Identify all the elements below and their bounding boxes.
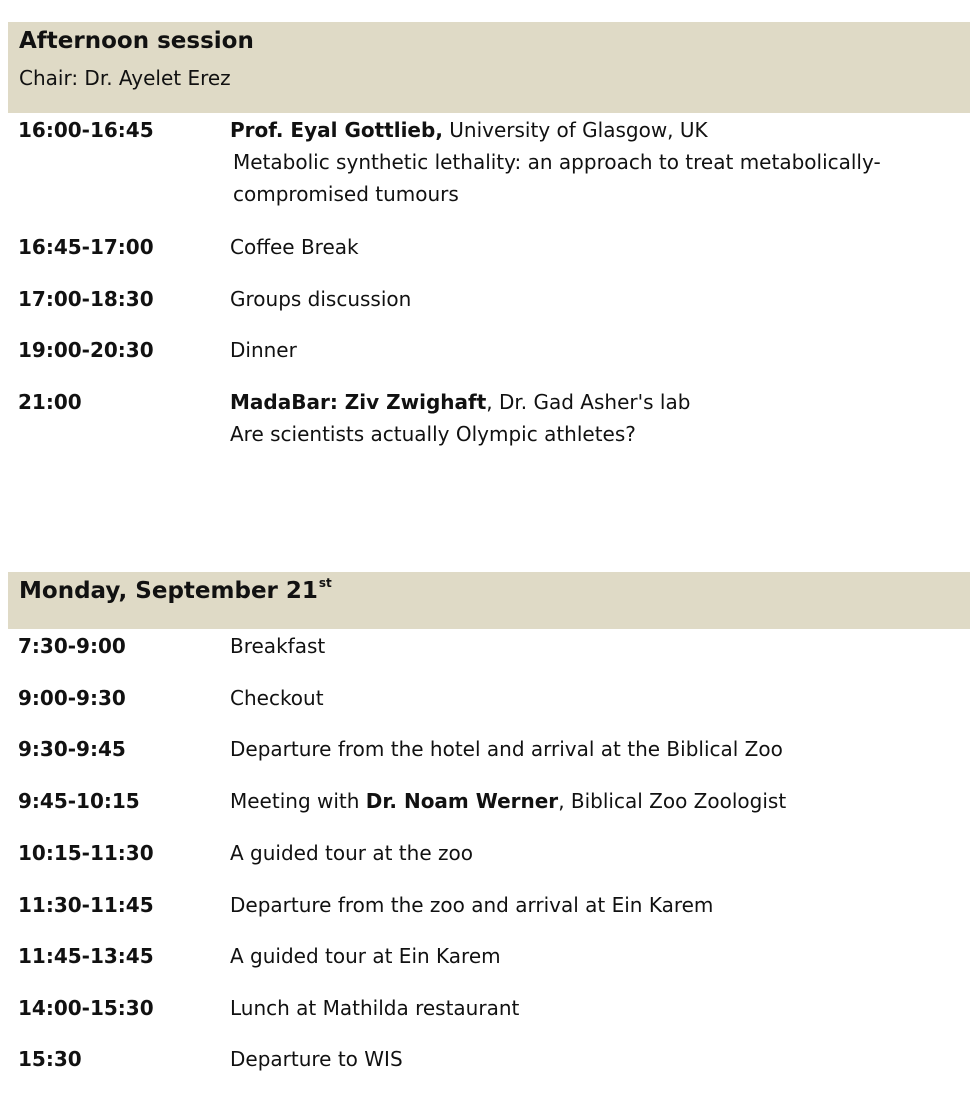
speaker-name: Prof. Eyal Gottlieb,	[230, 118, 443, 142]
day-title-text: Monday, September 21	[19, 578, 318, 604]
row-description: Departure to WIS	[230, 1047, 403, 1071]
row-time: 9:45-10:15	[18, 789, 140, 813]
row-description	[230, 114, 970, 210]
desc-text: Meeting with	[230, 789, 366, 813]
row-description: Dinner	[230, 338, 297, 362]
row-time: 21:00	[18, 390, 82, 414]
talk-title-line-1: Are scientists actually Olympic athletes?	[230, 422, 636, 446]
speaker-name: MadaBar: Ziv Zwighaft	[230, 390, 487, 414]
row-time: 9:00-9:30	[18, 686, 126, 710]
speaker-affiliation: , Dr. Gad Asher's lab	[486, 390, 691, 414]
session-title: Afternoon session	[19, 28, 254, 54]
desc-text: , Biblical Zoo Zoologist	[558, 789, 787, 813]
row-time: 10:15-11:30	[18, 841, 154, 865]
row-time: 19:00-20:30	[18, 338, 154, 362]
row-description: Departure from the hotel and arrival at the Biblical Zoo	[230, 737, 783, 761]
row-time: 7:30-9:00	[18, 634, 126, 658]
row-time: 9:30-9:45	[18, 737, 126, 761]
row-time: 11:45-13:45	[18, 944, 154, 968]
row-description: Groups discussion	[230, 287, 412, 311]
row-description: Coffee Break	[230, 235, 359, 259]
speaker-affiliation: University of Glasgow, UK	[442, 118, 708, 142]
row-description: Lunch at Mathilda restaurant	[230, 996, 520, 1020]
speaker-name: Dr. Noam Werner	[365, 789, 559, 813]
row-description: Breakfast	[230, 634, 326, 658]
talk-title-line-2: compromised tumours	[233, 182, 459, 206]
row-time: 14:00-15:30	[18, 996, 154, 1020]
row-time: 17:00-18:30	[18, 287, 154, 311]
afternoon-session-header	[8, 22, 970, 113]
row-description: Departure from the zoo and arrival at Ein Karem	[230, 893, 714, 917]
row-description	[230, 386, 970, 450]
row-description	[230, 785, 970, 817]
row-time: 15:30	[18, 1047, 82, 1071]
talk-title-line-1: Metabolic synthetic lethality: an approach to treat metabolically-	[233, 150, 881, 174]
row-description: Checkout	[230, 686, 324, 710]
row-description: A guided tour at the zoo	[230, 841, 473, 865]
row-time: 16:00-16:45	[18, 118, 154, 142]
session-chair: Chair: Dr. Ayelet Erez	[19, 66, 231, 90]
day-title	[19, 578, 332, 604]
row-time: 11:30-11:45	[18, 893, 154, 917]
day-title-suffix: st	[318, 576, 332, 591]
row-time: 16:45-17:00	[18, 235, 154, 259]
monday-header	[8, 572, 970, 629]
row-description: A guided tour at Ein Karem	[230, 944, 501, 968]
